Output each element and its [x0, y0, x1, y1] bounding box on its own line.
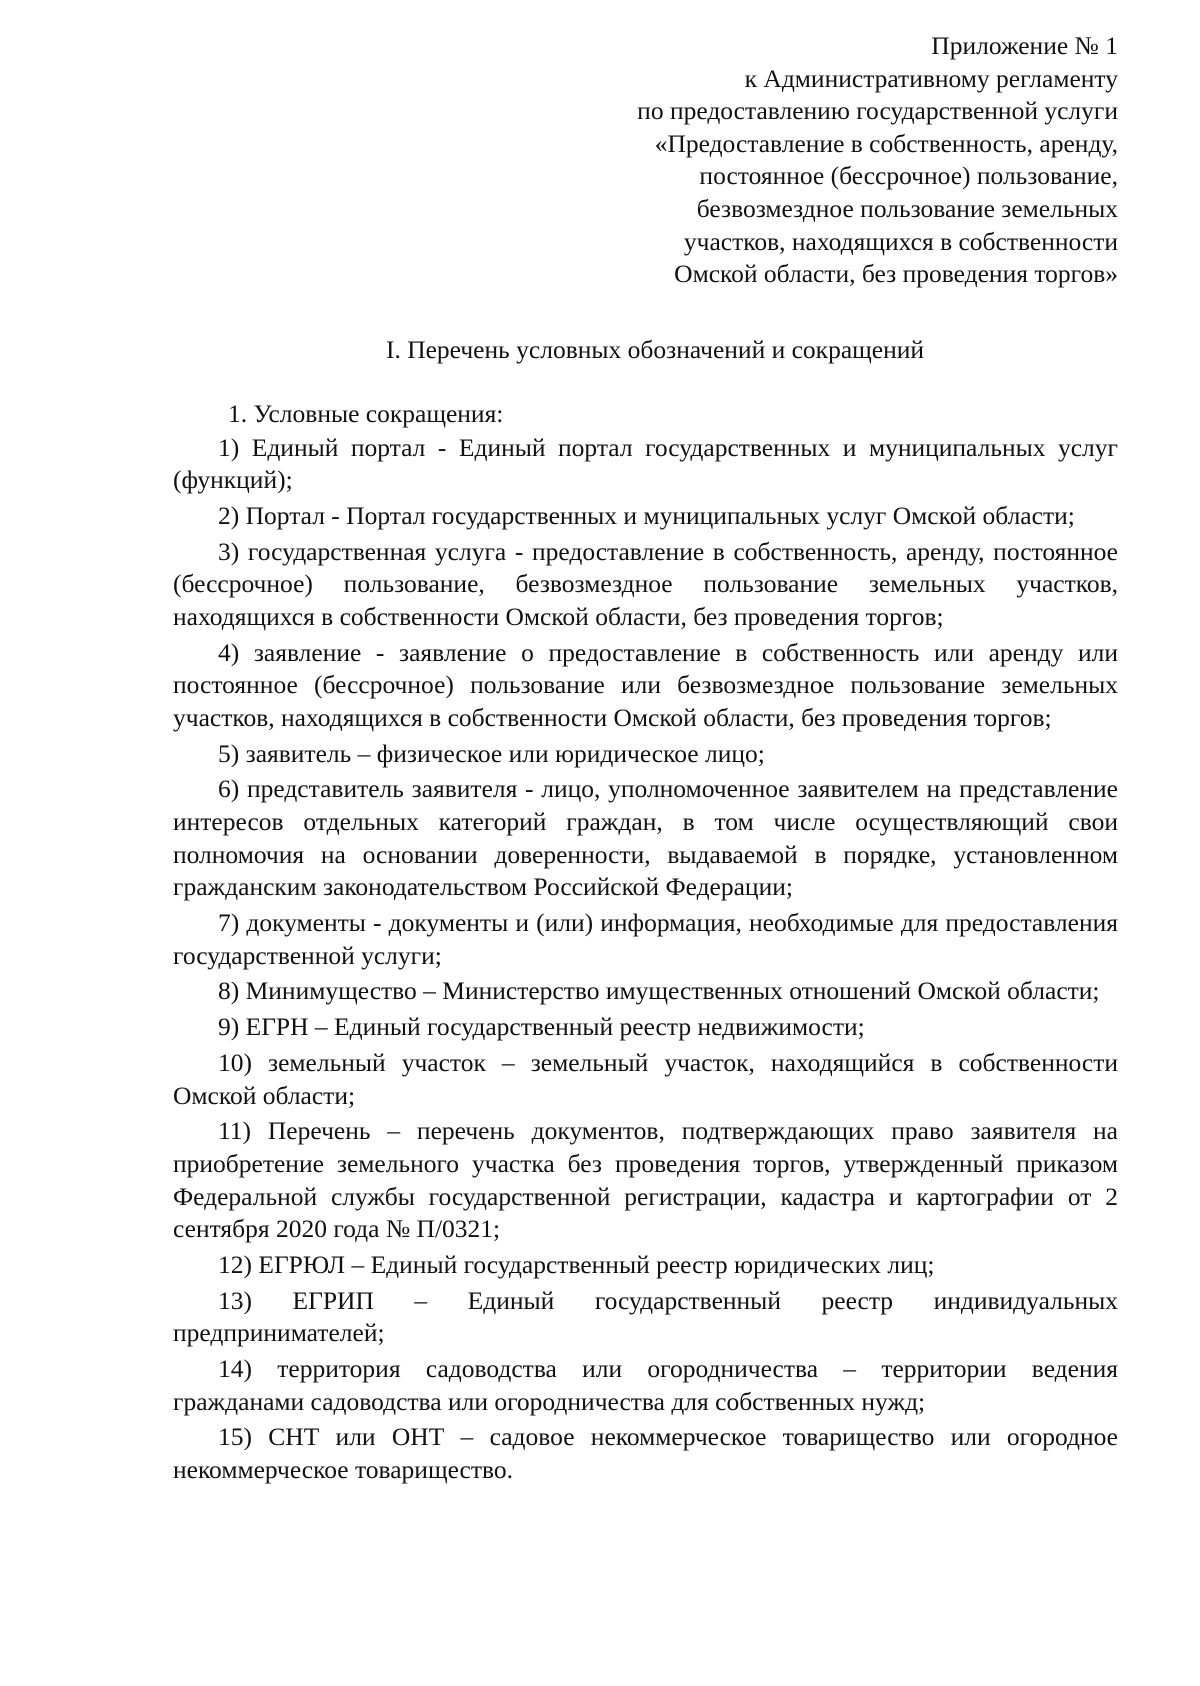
appendix-line: постоянное (бессрочное) пользование, — [699, 161, 1118, 191]
list-item: 10) земельный участок – земельный участок, находящийся в собственности Омской области; — [173, 1047, 1118, 1110]
list-item: 6) представитель заявителя - лицо, уполномоченное заявителем на представление интересов отдельных категорий граждан, в том числе осуществляющий свои полномочия на основании доверенности, выдаваемой в порядке, установленном гражданским законодательством Российской Федерации; — [173, 774, 1118, 902]
section-title: I. Перечень условных обозначений и сокращений — [385, 335, 925, 364]
list-item: 12) ЕГРЮЛ – Единый государственный реестр юридических лиц; — [218, 1249, 935, 1279]
appendix-line: участков, находящихся в собственности — [683, 226, 1118, 256]
list-item: 14) территория садоводства или огородничества – территории ведения гражданами садоводства или огородничества для собственных нужд; — [173, 1354, 1118, 1416]
list-item: 5) заявитель – физическое или юридическое лицо; — [218, 738, 765, 768]
abbreviations-list — [173, 398, 1118, 1490]
list-item: 11) Перечень – перечень документов, подтверждающих право заявителя на приобретение земельного участка без проведения торгов, утвержденный приказом Федеральной службы государственной регистрации, кадастра и картографии от 2 сентября 2020 года № П/0321; — [173, 1116, 1118, 1244]
list-item: 7) документы - документы и (или) информация, необходимые для предоставления государственной услуги; — [173, 908, 1118, 970]
list-item: 13) ЕГРИП – Единый государственный реестр индивидуальных предпринимателей; — [173, 1285, 1118, 1348]
subheading: 1. Условные сокращения: — [228, 399, 504, 428]
appendix-line: безвозмездное пользование земельных — [696, 193, 1118, 223]
appendix-header — [637, 30, 1118, 291]
appendix-line: Омской области, без проведения торгов» — [674, 259, 1118, 289]
appendix-line: Приложение № 1 — [931, 31, 1118, 60]
list-item: 3) государственная услуга - предоставление в собственность, аренду, постоянное (бессрочное) пользование, безвозмездное пользование земельных участков, находящихся в собственности Омской области, без проведения торгов; — [173, 536, 1118, 631]
appendix-line: к Административному регламенту — [744, 63, 1118, 93]
list-item: 8) Минимущество – Министерство имущественных отношений Омской области; — [218, 976, 1100, 1006]
list-item: 15) СНТ или ОНТ – садовое некоммерческое товарищество или огородное некоммерческое товарищество. — [173, 1422, 1118, 1485]
appendix-line: «Предоставление в собственность, аренду, — [654, 128, 1118, 158]
list-item: 2) Портал - Портал государственных и муниципальных услуг Омской области; — [218, 500, 1075, 530]
list-item: 4) заявление - заявление о предоставление в собственность или аренду или постоянное (бессрочное) пользование или безвозмездное пользование земельных участков, находящихся в собственности Омской области, без проведения торгов; — [173, 637, 1118, 732]
list-item: 1) Единый портал - Единый портал государственных и муниципальных услуг (функций); — [173, 432, 1118, 495]
appendix-line: по предоставлению государственной услуги — [637, 96, 1118, 126]
list-item: 9) ЕГРН – Единый государственный реестр недвижимости; — [218, 1012, 865, 1042]
